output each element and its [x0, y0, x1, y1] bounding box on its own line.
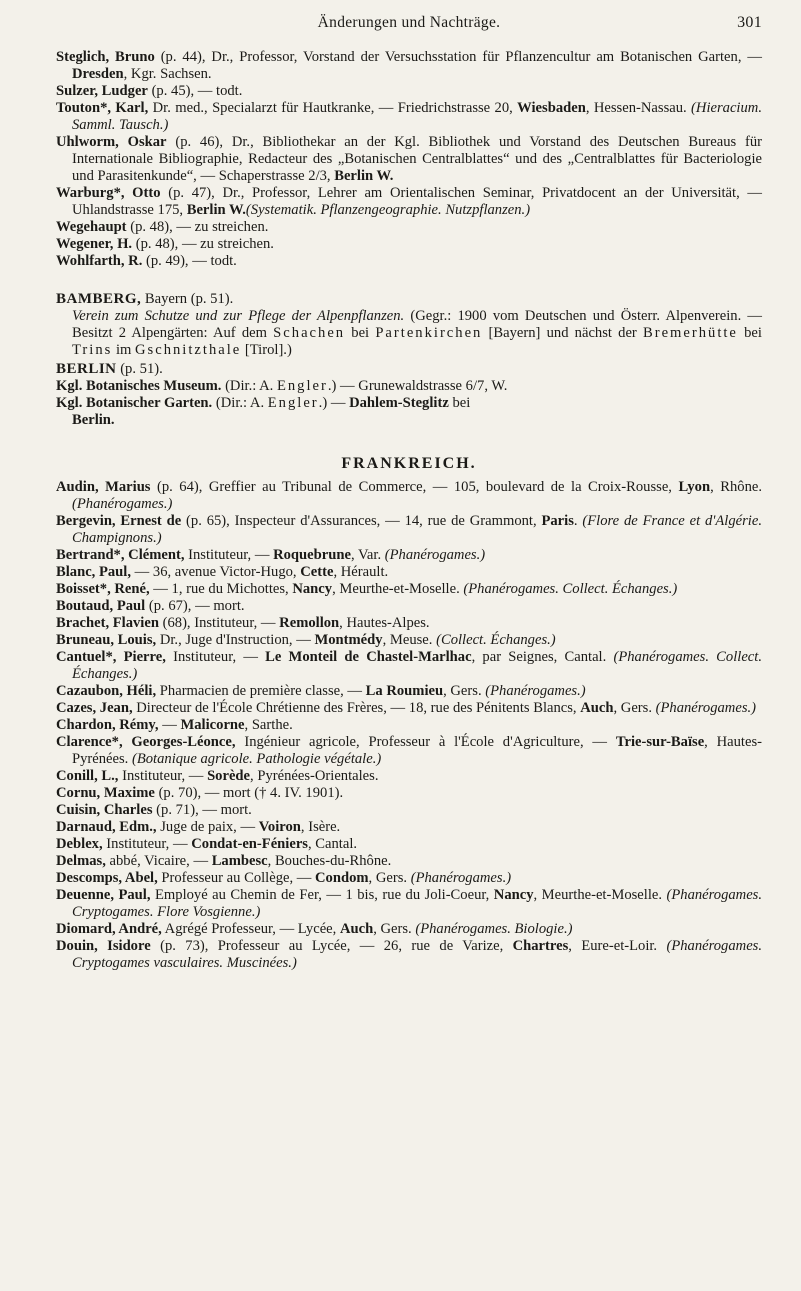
- place-name: Auch: [339, 921, 374, 937]
- bamberg-section: [56, 291, 762, 359]
- directory-entry: [56, 513, 762, 547]
- entry-text: , Meurthe-et-Moselle.: [533, 887, 667, 903]
- director-name: Engler: [276, 378, 328, 394]
- directory-entry: [56, 236, 762, 253]
- directory-entry: [56, 802, 762, 819]
- person-name: Wegehaupt: [56, 219, 127, 235]
- place-name: Berlin.: [72, 412, 115, 428]
- specialty: (Phanérogames. Cryptogames. Flore Vosgienne.): [72, 887, 763, 920]
- directory-entry: [56, 632, 762, 649]
- directory-entry: [56, 717, 762, 734]
- directory-entry: [56, 615, 762, 632]
- running-title: Änderungen und Nachträge.: [317, 14, 501, 31]
- person-name: Touton*, Karl,: [56, 100, 149, 116]
- page-header: [56, 14, 762, 38]
- place-name: Nancy: [292, 581, 333, 597]
- directory-entry: [56, 598, 762, 615]
- entry-text: , Eure-et-Loir.: [568, 938, 667, 954]
- directory-entry: [56, 649, 762, 683]
- place-name: Lambesc: [211, 853, 268, 869]
- entry-text: abbé, Vicaire, —: [109, 853, 212, 869]
- person-name: Boisset*, René,: [56, 581, 150, 597]
- garden-place: Trins: [72, 342, 113, 358]
- place-name: Paris: [541, 513, 574, 529]
- person-name: Douin, Isidore: [56, 938, 151, 954]
- entry-text: Instituteur, —: [188, 547, 274, 563]
- city-heading: BERLIN: [56, 361, 117, 377]
- entry-text: (p. 48), — zu streichen.: [130, 219, 269, 235]
- directory-entry: [56, 870, 762, 887]
- directory-entry: [56, 853, 762, 870]
- person-name: Cazaubon, Héli,: [56, 683, 157, 699]
- place-name: Nancy: [493, 887, 534, 903]
- directory-entry: [56, 100, 762, 134]
- entry-text: Agrégé Professeur, — Lycée,: [164, 921, 340, 937]
- specialty: (Phanérogames. Collect. Échanges.): [463, 581, 678, 597]
- berlin-section: [56, 361, 762, 429]
- institution-name: Kgl. Botanisches Museum.: [56, 378, 222, 394]
- directory-entry: [56, 768, 762, 785]
- specialty: (Collect. Échanges.): [436, 632, 556, 648]
- entry-text: — 1, rue du Michottes,: [153, 581, 293, 597]
- person-name: Descomps, Abel,: [56, 870, 158, 886]
- place-name: Condat-en-Féniers: [191, 836, 308, 852]
- directory-entry: [56, 683, 762, 700]
- entry-text: Dr. med., Specialarzt für Hautkranke, — Friedrichstrasse 20,: [152, 100, 518, 116]
- person-name: Cuisin, Charles: [56, 802, 153, 818]
- directory-entry: [56, 219, 762, 236]
- entry-text: , Gers.: [443, 683, 486, 699]
- directory-entry: [56, 564, 762, 581]
- specialty: (Phanérogames.): [72, 496, 173, 512]
- entry-text: Instituteur, —: [106, 836, 192, 852]
- directory-entry: [56, 83, 762, 100]
- specialty: (Systematik. Pflanzengeographie. Nutzpflanzen.): [245, 202, 531, 218]
- directory-entry: [56, 836, 762, 853]
- specialty: (Phanérogames.): [410, 870, 512, 886]
- entry-text: (p. 71), — mort.: [156, 802, 252, 818]
- directory-entry: [56, 479, 762, 513]
- specialty: (Phanérogames. Cryptogames vasculaires. Muscinées.): [72, 938, 762, 971]
- entry-text: , Var.: [350, 547, 385, 563]
- page-number: 301: [737, 14, 762, 31]
- director-label: (Dir.: A.: [225, 378, 274, 394]
- garden-place: Schachen: [273, 325, 346, 341]
- garden-entry: [56, 395, 762, 429]
- specialty: (Hieracium. Samml. Tausch.): [72, 100, 762, 133]
- place-name: Dresden: [72, 66, 124, 82]
- specialty: (Phanérogames.): [384, 547, 486, 563]
- place-name: Roquebrune: [273, 547, 351, 563]
- entry-text: , par Seignes, Cantal.: [471, 649, 614, 665]
- person-name: Uhlworm, Oskar: [56, 134, 167, 150]
- institution-name: Kgl. Botanischer Garten.: [56, 395, 213, 411]
- entry-text: — 36, avenue Victor-Hugo,: [134, 564, 301, 580]
- entry-text: , Hérault.: [333, 564, 389, 580]
- person-name: Deuenne, Paul,: [56, 887, 151, 903]
- person-name: Boutaud, Paul: [56, 598, 146, 614]
- place-name: Lyon: [678, 479, 711, 495]
- person-name: Steglich, Bruno: [56, 49, 155, 65]
- directory-entry: [56, 785, 762, 802]
- specialty: (Phanérogames. Collect. Échanges.): [72, 649, 762, 682]
- directory-entry: [56, 253, 762, 270]
- place-name: La Roumieu: [365, 683, 444, 699]
- place-name: Auch: [580, 700, 614, 716]
- bamberg-entry: [56, 291, 762, 359]
- entry-text: Dr., Juge d'Instruction, —: [159, 632, 315, 648]
- person-name: Bergevin, Ernest de: [56, 513, 182, 529]
- entry-text: (p. 49), — todt.: [146, 253, 237, 269]
- person-name: Wohlfarth, R.: [56, 253, 143, 269]
- entry-text: Ingénieur agricole, Professeur à l'École d'Agriculture, —: [244, 734, 616, 750]
- person-name: Deblex,: [56, 836, 103, 852]
- entry-text: .: [573, 513, 583, 529]
- entry-text: , Hautes-Alpes.: [339, 615, 430, 631]
- directory-entry: [56, 49, 762, 83]
- director-label: (Dir.: A.: [215, 395, 265, 411]
- directory-entry: [56, 185, 762, 219]
- directory-entry: [56, 734, 762, 768]
- specialty: (Phanérogames.): [485, 683, 586, 699]
- place-name: Malicorne: [180, 717, 245, 733]
- france-entries: [56, 479, 762, 972]
- society-text: (Gegr.: 1900 vom Deutschen und Österr. Alpenverein. — Besitzt 2 Alpengärten: Auf dem: [72, 308, 762, 341]
- place-name: Condom: [315, 870, 369, 886]
- directory-entry: [56, 700, 762, 717]
- place-name: Trie-sur-Baïse: [615, 734, 705, 750]
- place-name: Chartres: [512, 938, 569, 954]
- region: Bayern (p. 51).: [144, 291, 234, 307]
- entry-text: Pharmacien de première classe, —: [159, 683, 366, 699]
- place-name: Le Monteil de Chastel-Marlhac: [265, 649, 472, 665]
- person-name: Brachet, Flavien: [56, 615, 159, 631]
- directory-entry: [56, 921, 762, 938]
- directory-entry: [56, 547, 762, 564]
- entry-text: (p. 64), Greffier au Tribunal de Commerce, — 105, boulevard de la Croix-Rousse,: [156, 479, 679, 495]
- place-name: Sorède: [207, 768, 251, 784]
- directory-entry: [56, 938, 762, 972]
- address: .) —: [318, 395, 346, 411]
- connector: [Bayern] und nächst der: [488, 325, 637, 341]
- person-name: Warburg*, Otto: [56, 185, 161, 201]
- entry-text: , Kgr. Sachsen.: [123, 66, 212, 82]
- place-name: Remollon: [279, 615, 340, 631]
- director-name: Engler: [267, 395, 319, 411]
- page: [56, 14, 762, 972]
- entry-text: , Pyrénées-Orientales.: [250, 768, 379, 784]
- directory-entry: [56, 134, 762, 185]
- city-heading: BAMBERG,: [56, 291, 142, 307]
- entry-text: (p. 47), Dr., Professor, Lehrer am Orientalischen Seminar, Privatdocent an der Universität, — Uhlandstrasse 175,: [72, 185, 762, 218]
- person-name: Diomard, André,: [56, 921, 162, 937]
- person-name: Conill, L.,: [56, 768, 119, 784]
- connector: [Tirol].): [244, 342, 292, 358]
- entry-text: , Sarthe.: [244, 717, 293, 733]
- place-name: Montmédy: [314, 632, 383, 648]
- entry-text: , Hessen-Nassau.: [585, 100, 692, 116]
- person-name: Sulzer, Ludger: [56, 83, 148, 99]
- entry-text: , Gers.: [368, 870, 411, 886]
- place-name: Berlin W.: [334, 168, 394, 184]
- connector: bei: [744, 325, 762, 341]
- entry-text: (p. 48), — zu streichen.: [135, 236, 274, 252]
- directory-entry: [56, 819, 762, 836]
- address: .) — Grunewaldstrasse 6/7, W.: [327, 378, 508, 394]
- entry-text: , Gers.: [613, 700, 656, 716]
- connector: bei: [452, 395, 471, 411]
- person-name: Chardon, Rémy,: [56, 717, 159, 733]
- entry-text: (p. 65), Inspecteur d'Assurances, — 14, rue de Grammont,: [186, 513, 542, 529]
- place-name: Berlin W.: [186, 202, 246, 218]
- entry-text: Juge de paix, —: [160, 819, 259, 835]
- country-heading: FRANKREICH.: [341, 455, 477, 472]
- entry-text: (68), Instituteur, —: [162, 615, 280, 631]
- entry-text: (p. 70), — mort († 4. IV. 1901).: [158, 785, 344, 801]
- entry-text: , Bouches-du-Rhône.: [267, 853, 392, 869]
- entry-text: (p. 45), — todt.: [151, 83, 243, 99]
- entry-text: Instituteur, —: [122, 768, 208, 784]
- entry-text: , Meurthe-et-Moselle.: [332, 581, 464, 597]
- person-name: Bruneau, Louis,: [56, 632, 157, 648]
- place-name: Cette: [300, 564, 334, 580]
- person-name: Cantuel*, Pierre,: [56, 649, 166, 665]
- person-name: Cornu, Maxime: [56, 785, 155, 801]
- person-name: Blanc, Paul,: [56, 564, 132, 580]
- person-name: Audin, Marius: [56, 479, 151, 495]
- berlin-heading: [56, 361, 762, 378]
- person-name: Cazes, Jean,: [56, 700, 133, 716]
- entry-text: Directeur de l'École Chrétienne des Frères, — 18, rue des Pénitents Blancs,: [136, 700, 581, 716]
- society-name: Verein zum Schutze und zur Pflege der Alpenpflanzen.: [72, 308, 405, 324]
- garden-place: Bremerhütte: [642, 325, 738, 341]
- entry-text: , Cantal.: [307, 836, 358, 852]
- garden-place: Partenkirchen: [375, 325, 483, 341]
- entry-text: , Gers.: [373, 921, 416, 937]
- entry-text: , Meuse.: [382, 632, 437, 648]
- connector: bei: [351, 325, 370, 341]
- specialty: (Phanérogames.): [655, 700, 757, 716]
- entry-text: (p. 46), Dr., Bibliothekar an der Kgl. Bibliothek und Vorstand des Deutschen Bureaus für Internationale Bibliographie, Redacteur des „Botanischen Centralblattes“ und des „Centralblattes für Bacteriologie und Parasitenkunde“, — Schaperstrasse 2/3,: [72, 134, 762, 184]
- germany-addenda: [56, 49, 762, 270]
- directory-entry: [56, 887, 762, 921]
- entry-text: Professeur au Collège, —: [161, 870, 316, 886]
- entry-text: , Isère.: [300, 819, 341, 835]
- person-name: Delmas,: [56, 853, 106, 869]
- entry-text: (p. 44), Dr., Professor, Vorstand der Versuchsstation für Pflanzencultur am Botanischen Garten, —: [160, 49, 762, 65]
- person-name: Darnaud, Edm.,: [56, 819, 157, 835]
- place-name: Voiron: [258, 819, 301, 835]
- place-name: Dahlem-Steglitz: [349, 395, 449, 411]
- entry-text: Instituteur, —: [173, 649, 266, 665]
- directory-entry: [56, 581, 762, 598]
- person-name: Wegener, H.: [56, 236, 133, 252]
- place-name: Wiesbaden: [517, 100, 586, 116]
- entry-text: Employé au Chemin de Fer, — 1 bis, rue du Joli-Coeur,: [155, 887, 494, 903]
- page-ref: (p. 51).: [120, 361, 163, 377]
- person-name: Clarence*, Georges-Léonce,: [56, 734, 236, 750]
- museum-entry: [56, 378, 762, 395]
- entry-text: —: [162, 717, 181, 733]
- person-name: Bertrand*, Clément,: [56, 547, 185, 563]
- garden-place: Gschnitzthale: [135, 342, 242, 358]
- specialty: (Botanique agricole. Pathologie végétale.): [131, 751, 382, 767]
- connector: im: [115, 342, 132, 358]
- entry-text: , Hautes-Pyrénées.: [72, 734, 762, 767]
- entry-text: (p. 67), — mort.: [148, 598, 245, 614]
- specialty: (Flore de France et d'Algérie. Champignons.): [72, 513, 762, 546]
- entry-text: , Rhône.: [710, 479, 762, 495]
- entry-text: (p. 73), Professeur au Lycée, — 26, rue de Varize,: [160, 938, 513, 954]
- specialty: (Phanérogames. Biologie.): [415, 921, 573, 937]
